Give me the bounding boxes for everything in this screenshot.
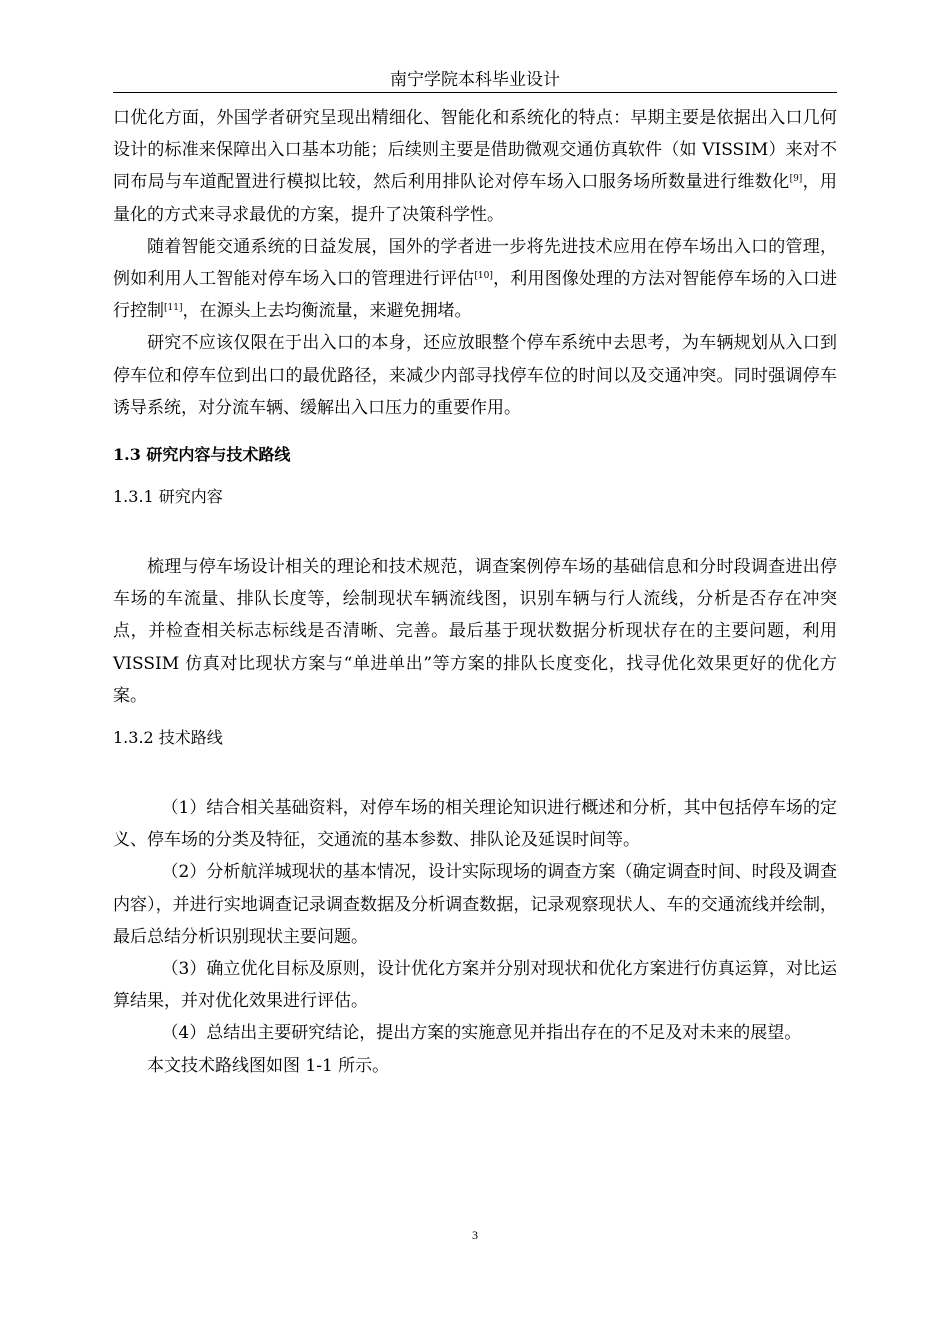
paragraph-figure-reference: 本文技术路线图如图 1-1 所示。	[147, 1055, 390, 1076]
paragraph-text: ，在源头上去均衡流量，来避免拥堵。	[182, 301, 472, 322]
paragraph-system-thinking: 研究不应该仅限在于出入口的本身，还应放眼整个停车系统中去思考，为车辆规划从入口到停车位和停车位到出口的最优路径，来减少内部寻找停车位的时间以及交通冲突。同时强调停车诱导系统，对分流车辆、缓解出入口压力的重要作用。	[113, 333, 837, 418]
list-item: （2）分析航洋城现状的基本情况，设计实际现场的调查方案（确定调查时间、时段及调查内容），并进行实地调查记录调查数据及分析调查数据，记录观察现状人、车的交通流线并绘制，最后总结分析识别现状主要问题。	[113, 862, 837, 947]
list-item: （3）确立优化目标及原则，设计优化方案并分别对现状和优化方案进行仿真运算，对比运算结果，并对优化效果进行评估。	[113, 959, 837, 1012]
citation: [9]	[789, 174, 803, 185]
subsection-heading-1-3-2: 1.3.2 技术路线	[113, 728, 223, 748]
page-number: 3	[472, 1228, 478, 1242]
page-header: 南宁学院本科毕业设计	[113, 60, 837, 93]
list-item: （4）总结出主要研究结论，提出方案的实施意见并指出存在的不足及对未来的展望。	[161, 1023, 802, 1044]
paragraph-text: ，用量化的方式来寻求最优的方案，提升了决策科学性。	[113, 172, 838, 225]
paragraph-text: ，利用图像处理的方法对智能停车场的入口进行控制	[113, 269, 838, 322]
citation: [11]	[164, 303, 183, 314]
subsection-heading-1-3-1: 1.3.1 研究内容	[113, 487, 223, 507]
paragraph-foreign-research	[113, 102, 837, 231]
paragraph-text: 口优化方面，外国学者研究呈现出精细化、智能化和系统化的特点：早期主要是依据出入口几何设计的标准来保障出入口基本功能；后续则主要是借助微观交通仿真软件（如 VISSIM）来对不同布局与车道配置进行模拟比较，然后利用排队论对停车场入口服务场所数量进行维数化	[113, 108, 837, 193]
paragraph-intelligent-systems	[113, 231, 837, 328]
paragraph-research-content: 梳理与停车场设计相关的理论和技术规范，调查案例停车场的基础信息和分时段调查进出停车场的车流量、排队长度等，绘制现状车辆流线图，识别车辆与行人流线，分析是否存在冲突点，并检查相关标志标线是否清晰、完善。最后基于现状数据分析现状存在的主要问题，利用 VISSIM 仿真对比现状方案与“单进单出”等方案的排队长度变化，找寻优化效果更好的优化方案。	[113, 557, 837, 706]
citation: [10]	[474, 271, 493, 282]
section-heading-1-3: 1.3 研究内容与技术路线	[113, 445, 291, 465]
page-content	[113, 102, 837, 1082]
list-item: （1）结合相关基础资料，对停车场的相关理论知识进行概述和分析，其中包括停车场的定义、停车场的分类及特征，交通流的基本参数、排队论及延误时间等。	[113, 798, 837, 851]
paragraph-text: 随着智能交通系统的日益发展，国外的学者进一步将先进技术应用在停车场出入口的管理，例如利用人工智能对停车场入口的管理进行评估	[113, 236, 837, 290]
